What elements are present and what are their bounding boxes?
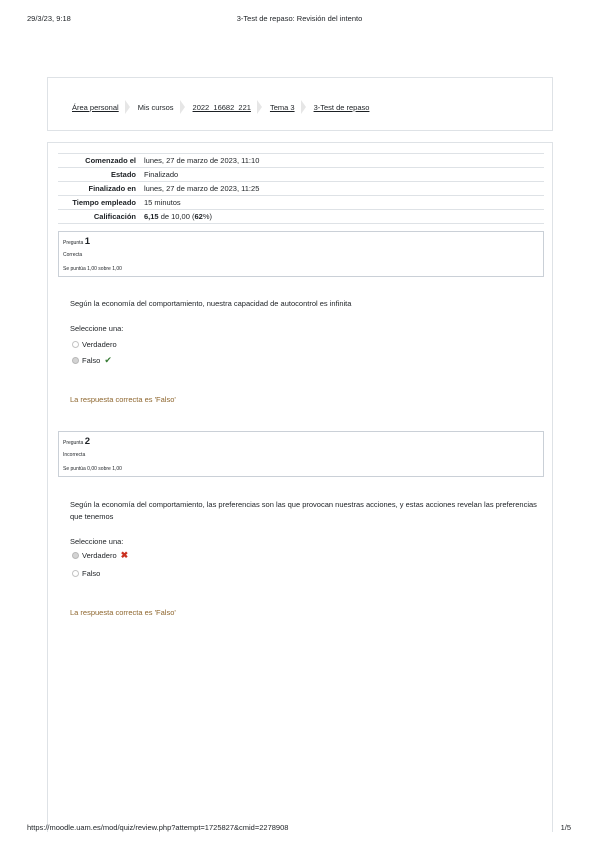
question-1-option-verdadero[interactable] (72, 338, 117, 350)
breadcrumb-course[interactable]: 2022_16682_221 (192, 102, 251, 112)
print-header (0, 14, 599, 26)
breadcrumb-quiz[interactable]: 3-Test de repaso (313, 102, 370, 112)
print-url: https://moodle.uam.es/mod/quiz/review.php?attempt=1725827&cmid=2278908 (27, 823, 289, 832)
question-number-value: 2 (84, 436, 90, 447)
summary-label: Estado (110, 170, 136, 179)
summary-row-grade (58, 210, 544, 224)
option-label: Falso (82, 355, 101, 365)
summary-label: Calificación (93, 212, 136, 221)
option-label: Falso (82, 568, 101, 578)
print-page-number: 1/5 (560, 823, 571, 832)
summary-value (140, 210, 544, 224)
attempt-summary-table (58, 153, 544, 224)
grade-mid: de 10,00 ( (158, 212, 195, 221)
radio-checked-icon[interactable] (72, 552, 79, 559)
question-2-feedback: La respuesta correcta es 'Falso' (70, 608, 176, 617)
breadcrumb-area-personal[interactable]: Área personal (72, 102, 119, 112)
question-prefix: Pregunta (63, 240, 84, 246)
grade-percent: 62 (194, 212, 203, 221)
breadcrumb-separator-icon (125, 100, 131, 114)
question-2-option-verdadero[interactable] (72, 549, 128, 561)
question-2-info (58, 431, 544, 477)
print-date: 29/3/23, 9:18 (27, 14, 71, 23)
summary-row-started (58, 154, 544, 168)
option-label: Verdadero (82, 339, 117, 349)
breadcrumb-tema[interactable]: Tema 3 (269, 102, 295, 112)
question-grade: Se puntúa 1,00 sobre 1,00 (63, 266, 122, 272)
question-state: Correcta (63, 252, 83, 258)
question-prefix: Pregunta (63, 440, 84, 446)
summary-value: Finalizado (144, 170, 179, 179)
summary-value: lunes, 27 de marzo de 2023, 11:10 (144, 156, 260, 165)
question-1-option-falso[interactable] (72, 354, 112, 366)
question-2-text: Según la economía del comportamiento, las preferencias son las que provocan nuestras acciones, y estas acciones revelan las preferencias que tenemos (70, 500, 537, 521)
question-1-info (58, 231, 544, 277)
quiz-review-card (47, 142, 553, 832)
breadcrumb-separator-icon (180, 100, 186, 114)
breadcrumb-separator-icon (301, 100, 307, 114)
radio-unchecked-icon[interactable] (72, 570, 79, 577)
question-number (63, 436, 90, 447)
summary-value: lunes, 27 de marzo de 2023, 11:25 (144, 184, 260, 193)
summary-row-finished (58, 182, 544, 196)
question-1-text: Según la economía del comportamiento, nuestra capacidad de autocontrol es infinita (70, 299, 352, 308)
summary-label: Comenzado el (85, 156, 136, 165)
grade-score: 6,15 (144, 212, 159, 221)
breadcrumb-mis-cursos: Mis cursos (137, 102, 174, 112)
check-icon: ✔ (104, 354, 112, 365)
print-footer (0, 823, 599, 835)
breadcrumb-separator-icon (257, 100, 263, 114)
question-state: Incorrecta (63, 452, 86, 458)
breadcrumb (72, 100, 369, 114)
grade-end: %) (202, 212, 212, 221)
question-2-prompt: Seleccione una: (70, 537, 124, 546)
question-1-prompt: Seleccione una: (70, 324, 124, 333)
print-title: 3-Test de repaso: Revisión del intento (236, 14, 363, 23)
summary-row-state (58, 168, 544, 182)
question-number (63, 236, 90, 247)
summary-row-time (58, 196, 544, 210)
radio-checked-icon[interactable] (72, 357, 79, 364)
cross-icon: ✖ (120, 549, 129, 560)
question-grade: Se puntúa 0,00 sobre 1,00 (63, 466, 122, 472)
summary-label: Tiempo empleado (72, 198, 136, 207)
radio-unchecked-icon[interactable] (72, 341, 79, 348)
question-1-feedback: La respuesta correcta es 'Falso' (70, 395, 176, 404)
summary-label: Finalizado en (88, 184, 136, 193)
question-number-value: 1 (84, 236, 90, 247)
option-label: Verdadero (82, 550, 117, 560)
summary-value: 15 minutos (144, 198, 181, 207)
question-2-option-falso[interactable] (72, 567, 100, 579)
breadcrumb-card (47, 77, 553, 131)
